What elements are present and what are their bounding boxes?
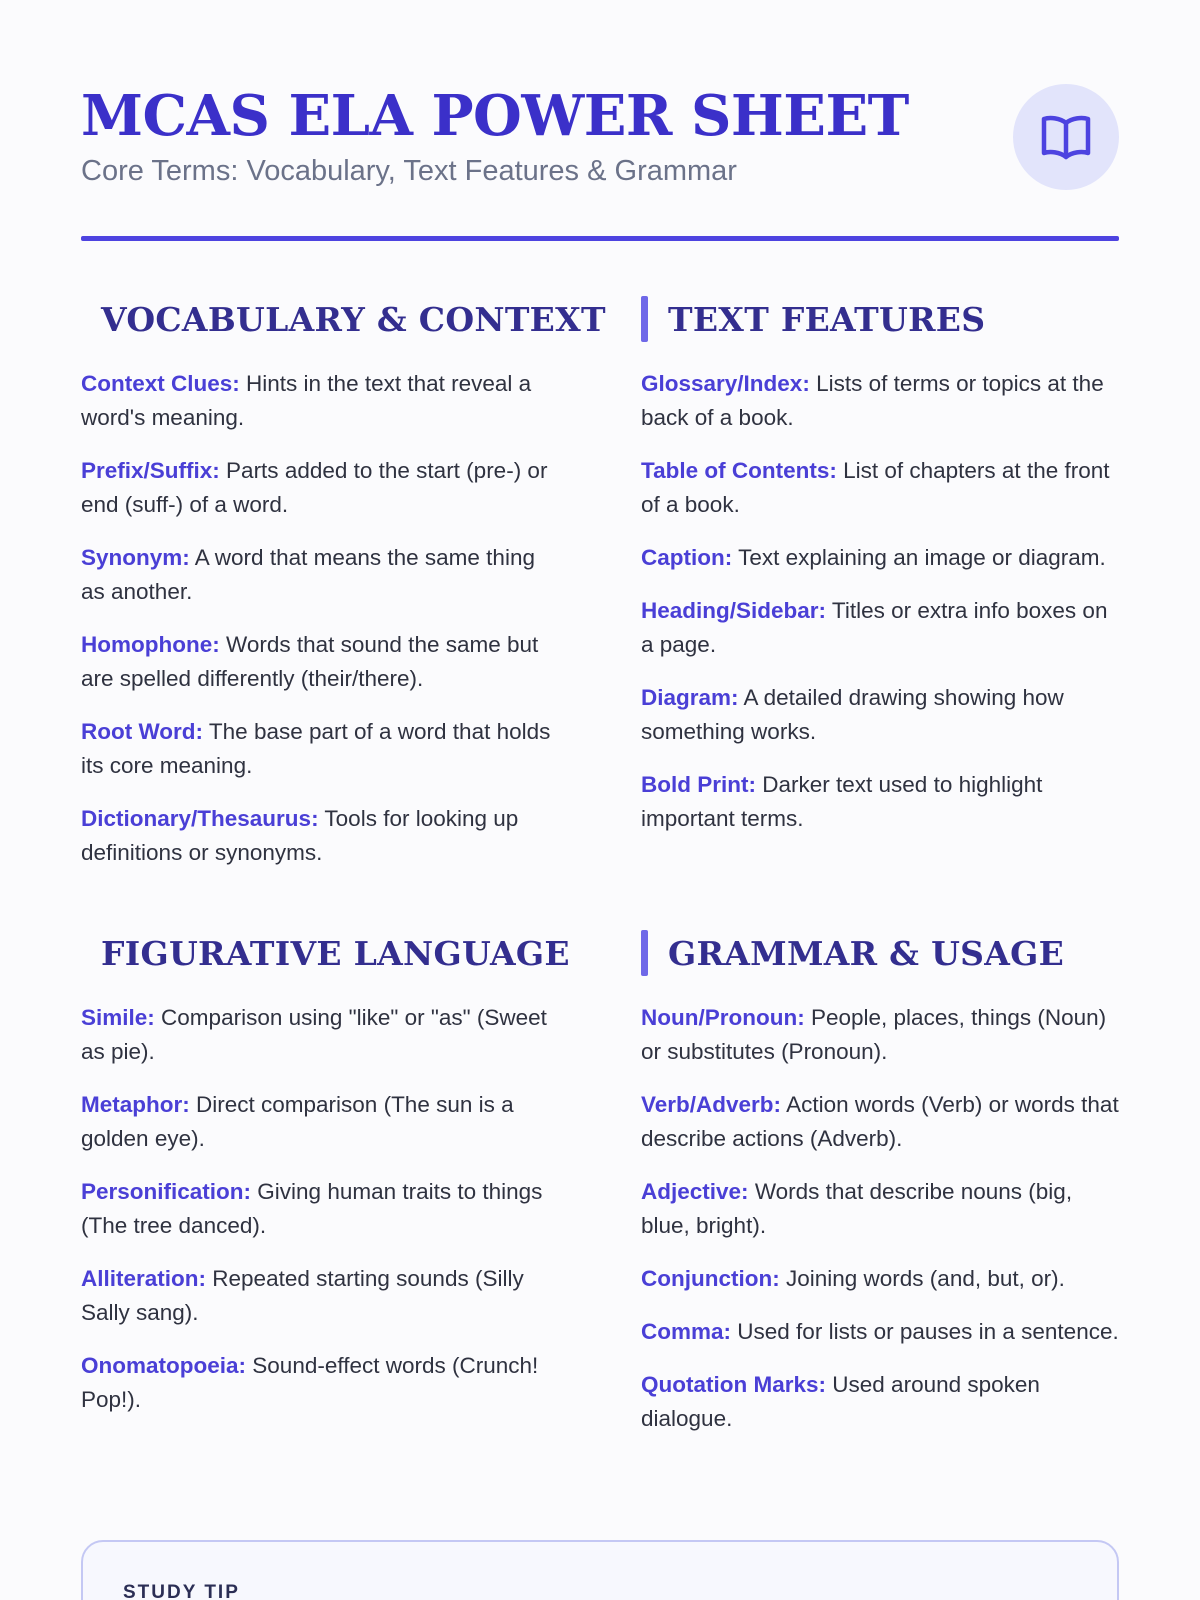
term-entry (81, 454, 561, 522)
section-title: FIGURATIVE LANGUAGE (101, 933, 570, 973)
term-entry (641, 1368, 1121, 1436)
term-entry (81, 1001, 561, 1069)
book-badge (1013, 84, 1119, 190)
section-heading (641, 929, 1121, 977)
term-name: Metaphor: (81, 1092, 190, 1117)
section-accent-bar (641, 930, 648, 976)
study-tip-box (81, 1540, 1119, 1600)
term-definition: The base part of a word that holds its core meaning. (81, 719, 551, 778)
section-text-features (641, 295, 1121, 889)
term-definition: Sound-effect words (Crunch! Pop!). (81, 1353, 539, 1412)
term-definition: Used around spoken dialogue. (641, 1372, 1040, 1431)
term-definition: Direct comparison (The sun is a golden eye). (81, 1092, 514, 1151)
term-entry (641, 1315, 1121, 1349)
term-entry (81, 628, 561, 696)
term-definition: List of chapters at the front of a book. (641, 458, 1110, 517)
section-heading (81, 295, 606, 343)
term-entry (641, 1001, 1121, 1069)
term-entry (81, 367, 561, 435)
term-entry (641, 1088, 1121, 1156)
term-name: Root Word: (81, 719, 204, 744)
term-entry (641, 1175, 1121, 1243)
term-entry (81, 1088, 561, 1156)
term-name: Homophone: (81, 632, 220, 657)
header (81, 80, 1119, 236)
term-definition: Hints in the text that reveal a word's meaning. (81, 371, 532, 430)
page-title: MCAS ELA POWER SHEET (81, 83, 909, 149)
term-definition: People, places, things (Noun) or substitutes (Pronoun). (641, 1005, 1107, 1064)
term-name: Synonym: (81, 545, 190, 570)
term-definition: Joining words (and, but, or). (785, 1266, 1065, 1291)
term-definition: Words that sound the same but are spelled differently (their/there). (81, 632, 539, 691)
term-name: Comma: (641, 1319, 732, 1344)
term-definition: A word that means the same thing as another. (81, 545, 535, 604)
term-entry (81, 715, 561, 783)
term-entry (641, 367, 1121, 435)
term-name: Diagram: (641, 685, 739, 710)
term-entry (81, 1349, 561, 1417)
term-entry (641, 541, 1121, 575)
term-definition: Action words (Verb) or words that describe actions (Adverb). (641, 1092, 1119, 1151)
section-heading (81, 929, 570, 977)
term-entry (641, 768, 1121, 836)
term-name: Heading/Sidebar: (641, 598, 827, 623)
term-name: Table of Contents: (641, 458, 837, 483)
term-name: Dictionary/Thesaurus: (81, 806, 319, 831)
term-name: Prefix/Suffix: (81, 458, 220, 483)
term-name: Caption: (641, 545, 733, 570)
section-title: TEXT FEATURES (668, 299, 986, 339)
section-vocabulary (81, 295, 606, 889)
section-grammar-usage (641, 929, 1121, 1455)
term-definition: Used for lists or pauses in a sentence. (737, 1319, 1119, 1344)
term-definition: A detailed drawing showing how something works. (641, 685, 1064, 744)
term-definition: Lists of terms or topics at the back of a book. (641, 371, 1104, 430)
term-name: Bold Print: (641, 772, 756, 797)
term-definition: Tools for looking up definitions or synonyms. (81, 806, 519, 865)
term-name: Glossary/Index: (641, 371, 810, 396)
term-name: Adjective: (641, 1179, 749, 1204)
term-definition: Giving human traits to things (The tree danced). (81, 1179, 543, 1238)
terms-grid (81, 295, 1119, 1495)
term-name: Noun/Pronoun: (641, 1005, 805, 1030)
term-name: Verb/Adverb: (641, 1092, 782, 1117)
term-name: Onomatopoeia: (81, 1353, 247, 1378)
term-name: Alliteration: (81, 1266, 207, 1291)
term-entry (81, 1262, 561, 1330)
section-figurative-language (81, 929, 570, 1455)
term-name: Simile: (81, 1005, 155, 1030)
term-entry (641, 1262, 1121, 1296)
term-definition: Text explaining an image or diagram. (738, 545, 1106, 570)
term-entry (81, 541, 561, 609)
term-entry (81, 802, 561, 870)
term-definition: Repeated starting sounds (Silly Sally sang). (81, 1266, 524, 1325)
term-entry (641, 454, 1121, 522)
term-definition: Darker text used to highlight important terms. (641, 772, 1043, 831)
term-name: Personification: (81, 1179, 252, 1204)
term-name: Context Clues: (81, 371, 240, 396)
open-book-icon (1040, 113, 1092, 161)
term-definition: Parts added to the start (pre-) or end (suff-) of a word. (81, 458, 548, 517)
header-divider (81, 236, 1119, 241)
term-entry (641, 594, 1121, 662)
term-definition: Words that describe nouns (big, blue, bright). (641, 1179, 1073, 1238)
section-accent-bar (641, 296, 648, 342)
term-definition: Titles or extra info boxes on a page. (641, 598, 1108, 657)
section-heading (641, 295, 1121, 343)
term-entry (81, 1175, 561, 1243)
term-name: Conjunction: (641, 1266, 780, 1291)
term-name: Quotation Marks: (641, 1372, 827, 1397)
section-title: VOCABULARY & CONTEXT (101, 299, 606, 339)
page-subtitle: Core Terms: Vocabulary, Text Features & Grammar (81, 155, 737, 187)
term-entry (641, 681, 1121, 749)
study-tip-label: STUDY TIP (123, 1582, 240, 1600)
term-definition: Comparison using "like" or "as" (Sweet as pie). (81, 1005, 547, 1064)
section-title: GRAMMAR & USAGE (668, 933, 1065, 973)
